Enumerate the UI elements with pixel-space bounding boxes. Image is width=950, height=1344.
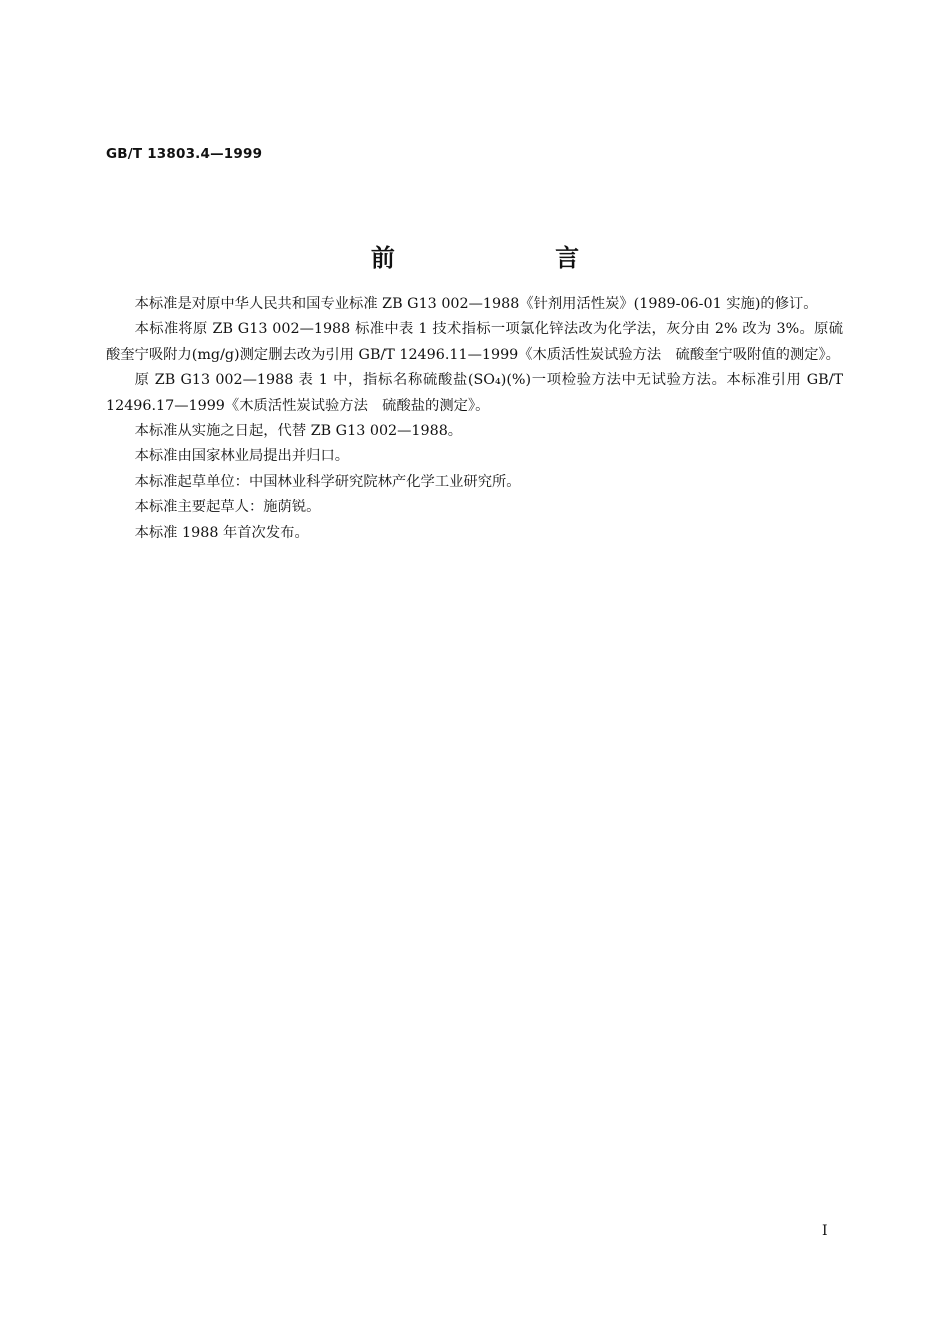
paragraph-changes: 本标准将原 ZB G13 002—1988 标准中表 1 技术指标一项氯化锌法改为化学法，灰分由 2% 改为 3%。原硫酸奎宁吸附力(mg/g)测定删去改为引用 GB/T 12496.11—1999《木质活性炭试验方法 硫酸奎宁吸附值的测定》。 [106, 321, 843, 363]
paragraph-drafting-unit: 本标准起草单位：中国林业科学研究院林产化学工业研究所。 [134, 473, 521, 490]
paragraph-revision: 本标准是对原中华人民共和国专业标准 ZB G13 002—1988《针剂用活性炭》(1989-06-01 实施)的修订。 [134, 296, 818, 312]
paragraph-sulfate-method: 原 ZB G13 002—1988 表 1 中，指标名称硫酸盐(SO₄)(%)一项检验方法中无试验方法。本标准引用 GB/T 12496.17—1999《木质活性炭试验方法 硫酸盐的测定》。 [106, 372, 843, 414]
page-title: 前 言 [370, 244, 656, 272]
page-number: I [822, 1223, 828, 1239]
paragraph-replaces: 本标准从实施之日起，代替 ZB G13 002—1988。 [134, 423, 463, 440]
paragraph-first-published: 本标准 1988 年首次发布。 [134, 524, 309, 541]
paragraph-drafter: 本标准主要起草人：施荫锐。 [134, 499, 321, 516]
foreword-body [106, 292, 843, 546]
paragraph-proposer: 本标准由国家林业局提出并归口。 [134, 448, 350, 465]
standard-code: GB/T 13803.4—1999 [106, 146, 263, 162]
